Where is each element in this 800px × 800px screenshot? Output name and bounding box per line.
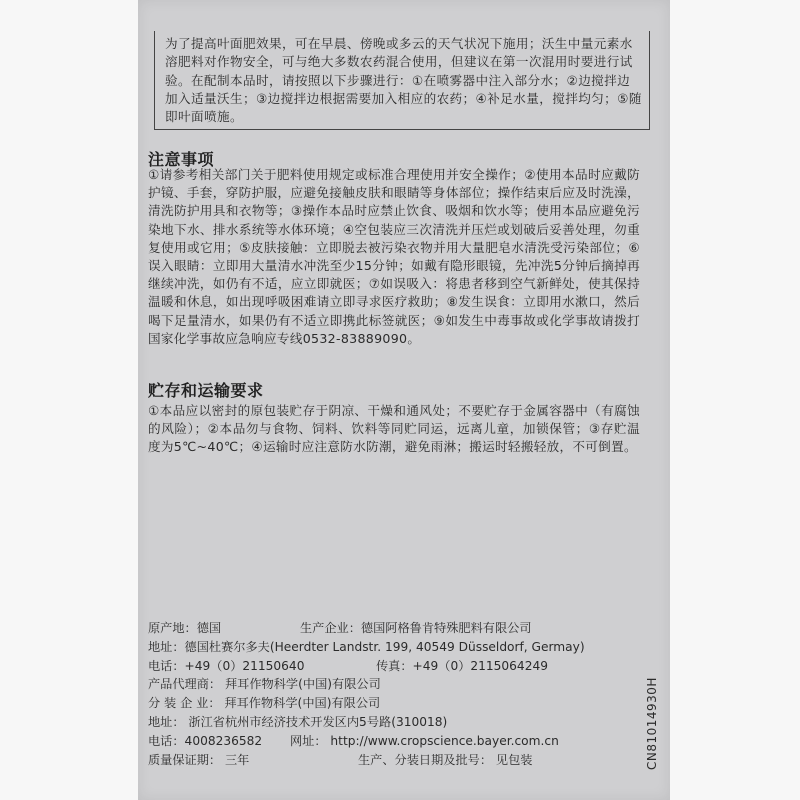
company-info — [148, 619, 598, 769]
packer-address: 地址： 浙江省杭州市经济技术开发区内5号路(310018) — [148, 714, 448, 729]
storage-text: ①本品应以密封的原包装贮存于阴凉、干燥和通风处；不要贮存于金属容器中（有腐蚀的风险）；②本品勿与食物、饲料、饮料等同贮同运，远离儿童，加锁保管；③存贮温度为5℃~40℃；④运输时应注意防水防潮，避免雨淋；搬运时轻搬轻放，不可倒置。 — [148, 403, 640, 455]
manufacturer: 生产企业：德国阿格鲁肯特殊肥料有限公司 — [300, 621, 532, 635]
precautions-heading: 注意事项 — [148, 150, 215, 169]
label-sheet — [138, 0, 670, 800]
packing-company: 分 装 企 业： 拜耳作物科学(中国)有限公司 — [148, 696, 381, 711]
manufacturer-phone: 电话：+49（0）21150640 — [148, 658, 305, 673]
origin-country: 原产地：德国 — [148, 621, 222, 635]
shelf-life: 质量保证期： 三年 — [148, 752, 250, 767]
usage-instructions-text: 为了提高叶面肥效果，可在早晨、傍晚或多云的天气状况下施用；沃生中量元素水溶肥料对作物安全，可与绝大多数农药混合使用，但建议在第一次混用时要进行试验。在配制本品时，请按照以下步骤进行：①在喷雾器中注入部分水；②边搅拌边加入适量沃生；③边搅拌边根据需要加入相应的农药；④补足水量，搅拌均匀；⑤随即叶面喷施。 — [165, 36, 642, 125]
manufacturer-address: 地址：德国杜赛尔多夫(Heerdter Landstr. 199, 40549 Düsseldorf, Germay) — [148, 639, 585, 654]
product-agent: 产品代理商： 拜耳作物科学(中国)有限公司 — [148, 677, 381, 692]
packer-phone: 电话：4008236582 — [148, 733, 263, 748]
batch-info: 生产、分装日期及批号： 见包装 — [358, 752, 533, 767]
label-code: CN81014930H — [645, 677, 659, 770]
manufacturer-fax: 传真：+49（0）2115064249 — [376, 658, 548, 673]
storage-heading: 贮存和运输要求 — [148, 381, 264, 400]
usage-instructions-box — [154, 31, 650, 130]
website: 网址： http://www.cropscience.bayer.com.cn — [290, 733, 559, 748]
precautions-text: ①请参考相关部门关于肥料使用规定或标准合理使用并安全操作；②使用本品时应戴防护镜、手套，穿防护服，应避免接触皮肤和眼睛等身体部位；操作结束后应及时洗澡，清洗防护用具和衣物等；③操作本品时应禁止饮食、吸烟和饮水等；使用本品应避免污染地下水、排水系统等水体环境；④空包装应三次清洗并压烂或划破后妥善处理，勿重复使用或它用；⑤皮肤接触：立即脱去被污染衣物并用大量肥皂水清洗受污染部位；⑥误入眼睛：立即用大量清水冲洗至少15分钟；如戴有隐形眼镜，先冲洗5分钟后摘掉再继续冲洗，如仍有不适，应立即就医；⑦如误吸入：将患者移到空气新鲜处，使其保持温暖和休息，如出现呼吸困难请立即寻求医疗救助；⑧发生误食：立即用水漱口，然后喝下足量清水，如果仍有不适立即携此标签就医；⑨如发生中毒事故或化学事故请拨打国家化学事故应急响应专线0532-83889090。 — [148, 167, 640, 346]
